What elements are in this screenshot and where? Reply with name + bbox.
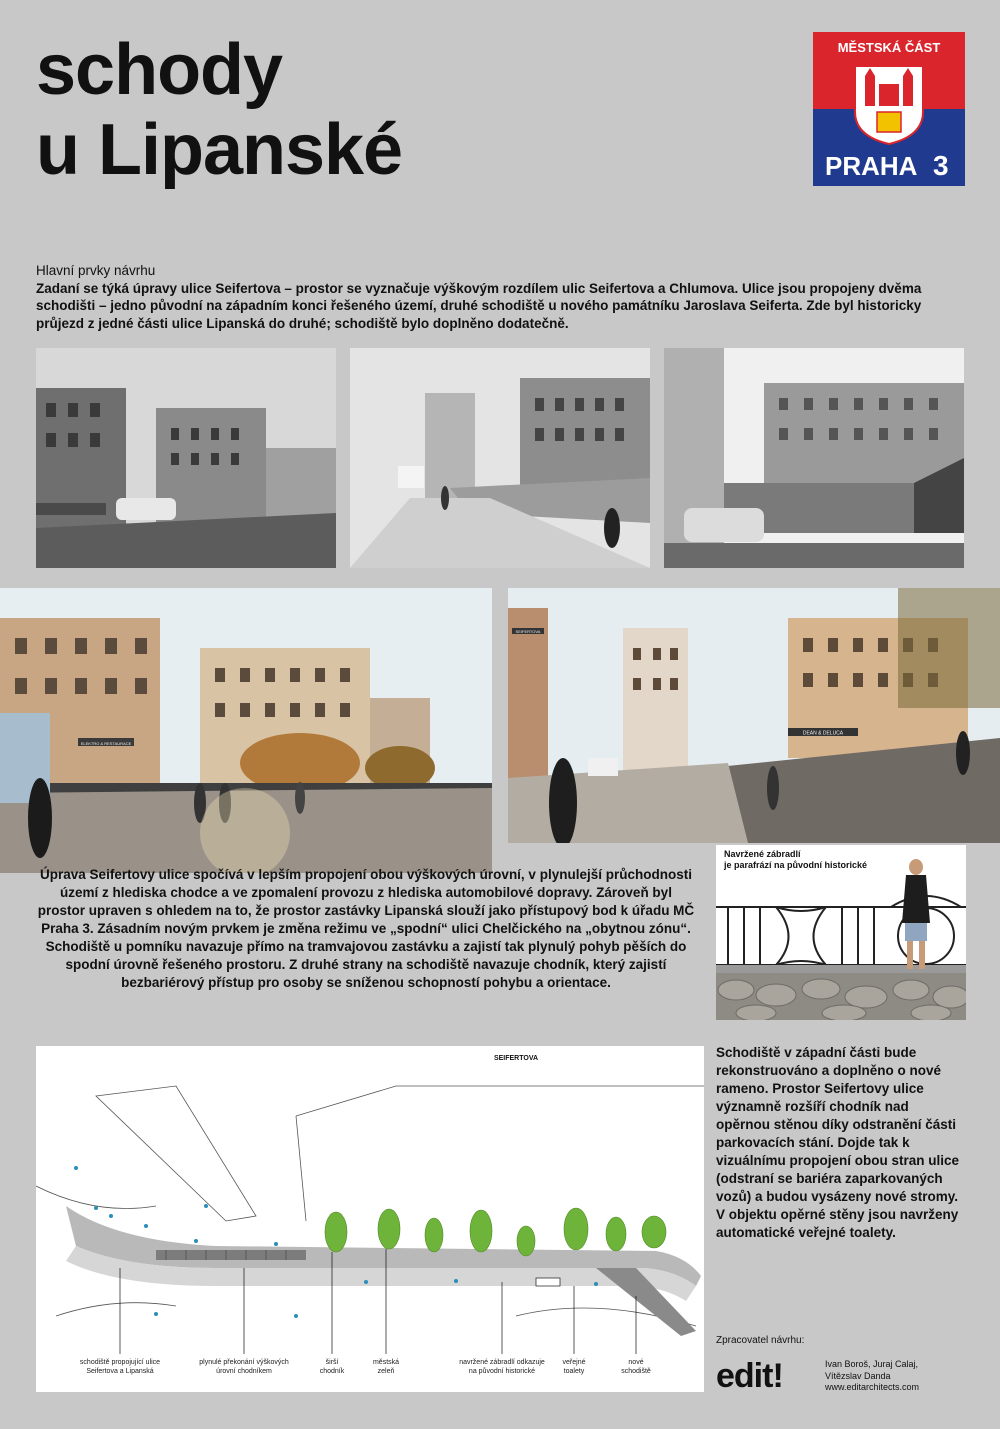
credits-authors (825, 1359, 919, 1394)
plan-label-2-line2: úrovní chodníkem (216, 1368, 272, 1375)
plan-label-4 (361, 1358, 411, 1376)
plan-label-5 (447, 1358, 557, 1376)
logo-top-text: MĚSTSKÁ ČÁST (837, 40, 941, 55)
render-2-street-sign: SEIFERTOVA (515, 629, 541, 634)
plan-label-5-line1: navržené zábradlí odkazuje (459, 1359, 545, 1366)
plan-label-6 (549, 1358, 599, 1376)
render-2 (508, 588, 1000, 843)
plan-street-label: SEIFERTOVA (493, 1055, 539, 1062)
plan-label-3-line1: širší (325, 1359, 339, 1366)
render-1 (0, 588, 492, 873)
railing-caption-line2: je parafrází na původní historické (724, 860, 868, 870)
logo-bottom-text: PRAHA (825, 151, 918, 181)
plan-label-2 (184, 1358, 304, 1376)
side-text: Schodiště v západní části bude rekonstruováno a doplněno o nové rameno. Prostor Seifertovy ulice významně rozšíří chodník nad opěrnou stěnou díky odstranění části parkovacích stání. Dojde tak k vizuálnímu propojení obou stran ulice (odstraní se bariéra zaparkovaných vozů) a budou vysázeny nové stromy. V objektu opěrné stěny jsou navrženy automatické veřejné toalety. (716, 1045, 960, 1240)
railing-panel (716, 845, 966, 1020)
edit-logo: edit! (716, 1357, 783, 1395)
plan-label-1 (70, 1358, 170, 1376)
plan-label-1-line2: Seifertova a Lipanská (86, 1368, 154, 1375)
intro-text: Zadaní se týká úpravy ulice Seifertova – prostor se vyznačuje výškovým rozdílem ulic Seifertova a Chlumova. Ulice jsou propojeny dvěma schodišti – jedno původní na západním konci řešeného území, druhé schodiště u nového památníku Jaroslava Seiferta. Zde byl historicky průjezd z jedné části ulice Lipanská do druhé; schodiště bylo doplněno dodatečně. (36, 280, 922, 331)
railing-caption-line1: Navržené zábradlí (724, 849, 801, 859)
render-2-shop-sign: DEAN & DELUCA (802, 730, 844, 737)
logo-number: 3 (933, 150, 949, 181)
plan-label-7-line2: schodiště (621, 1368, 651, 1375)
credits-label: Zpracovatel návrhu: (716, 1335, 805, 1346)
page-title (36, 30, 402, 190)
intro-heading: Hlavní prvky návrhu (36, 263, 156, 278)
plan-label-3-line2: chodník (319, 1368, 345, 1375)
body-text: Úprava Seifertovy ulice spočívá v lepším propojení obou výškových úrovní, v plynulejší průchodnosti území z hlediska chodce a ve zpomalení provozu z hlediska automobilové dopravy. Zároveň byl prostor upraven s ohledem na to, že prostor zastávky Lipanská slouží jako přístupový bod k úřadu MČ Praha 3. Zásadním novým prvkem je změna režimu ve „spodní“ ulici Chelčického na „obytnou zónu“. Schodiště u pomníku navazuje přímo na tramvajovou zastávku a zajistí tak plynulý pohyb pěších do spodní úrovně řešeného prostoru. Z druhé strany na schodiště navazuje chodník, který zajistí bezbariérový přístup pro osoby se sníženou schopností pohybu a orientace. (37, 867, 695, 990)
plan-label-6-line2: toalety (563, 1368, 585, 1375)
existing-photo-2 (350, 348, 650, 568)
plan-label-7 (611, 1358, 661, 1376)
title-line-1: schody (36, 30, 283, 110)
existing-photo-3 (664, 348, 964, 568)
plan-label-5-line2: na původní historické (468, 1368, 536, 1375)
authors-line2: Vítězslav Danda (825, 1370, 891, 1381)
existing-photo-1 (36, 348, 336, 568)
intro-section (36, 262, 936, 332)
credits-web: www.editarchitects.com (825, 1382, 920, 1392)
title-line-2: u Lipanské (36, 110, 403, 190)
plan-label-7-line1: nové (628, 1359, 644, 1366)
praha3-logo (813, 32, 965, 186)
plan-label-1-line1: schodiště propojující ulice (79, 1359, 161, 1366)
plan-label-4-line2: zeleň (377, 1368, 395, 1375)
plan-label-4-line1: městská (372, 1359, 400, 1366)
site-plan (36, 1046, 704, 1392)
plan-label-3 (307, 1358, 357, 1376)
plan-label-2-line1: plynulé překonání výškových (199, 1359, 289, 1366)
render-1-shop-sign: ELEKTRO & RESTAURACE (80, 741, 132, 746)
authors-line1: Ivan Boroš, Juraj Calaj, (825, 1359, 919, 1369)
plan-label-6-line1: veřejné (562, 1359, 586, 1366)
